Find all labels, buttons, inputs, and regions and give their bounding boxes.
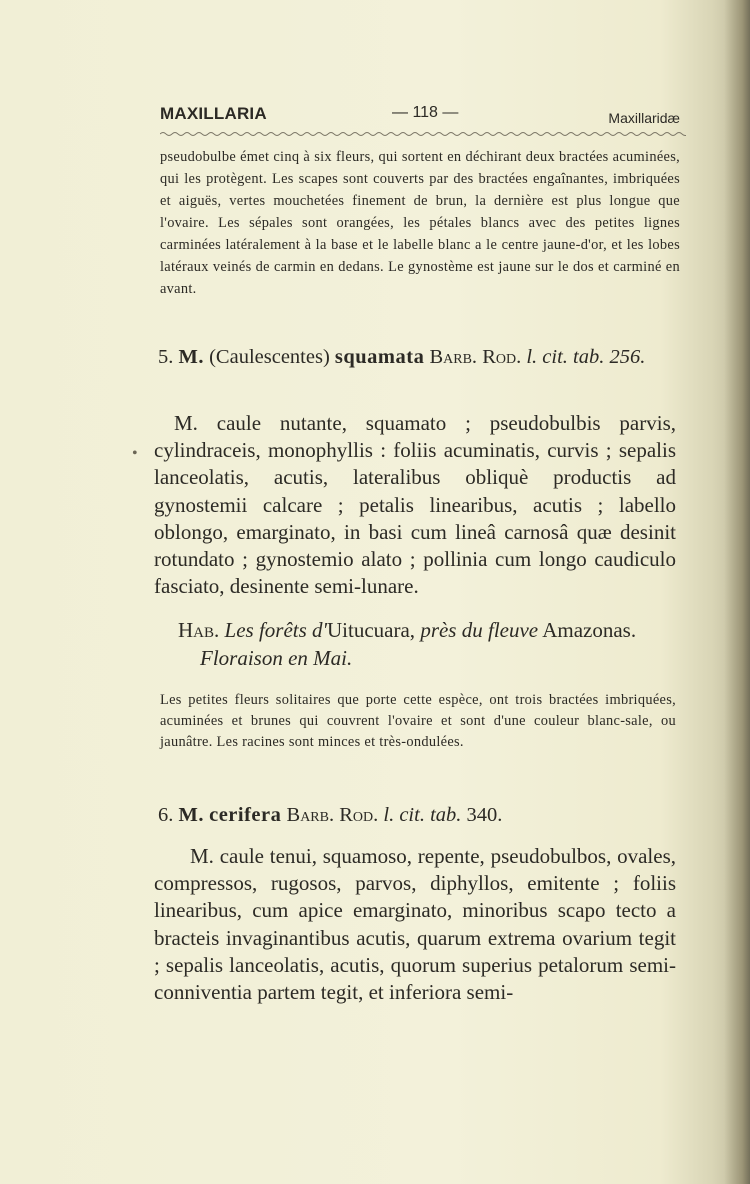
description-paragraph-1: pseudobulbe émet cinq à six fleurs, qui sortent en déchirant deux bractées acuminées, qui les protègent. Les scapes sont couverts par des bractées engaînantes, imbriquées et aiguës, vertes mouchetées finement de brun, la dernière est plus longue que l'ovaire. Les sépales sont orangées, les pétales blancs avec des petites lignes carminées latéralement à la base et le labelle blanc a le centre jaune-d'or, et les lobes latéraux veinés de carmin en dedans. Le gynostème est jaune sur le dos et carminé en avant. — [160, 149, 680, 297]
latin-diagnosis-5: M. caule nutante, squamato ; pseudobulbis parvis, cylindraceis, monophyllis : foliis acuminatis, curvis ; sepalis lanceolatis, acutis, lateralibus obliquè productis ad gynostemii calcare ; petalis linearibus, acutis ; labello oblongo, emarginato, in basi cum lineâ carnosâ quæ desinit rotundato ; gynostemio alato ; pollinia cum longo caudiculo fasciato, desinente semi-lunare. — [154, 411, 676, 599]
habitat-note — [178, 616, 678, 672]
header-wavy-rule — [160, 130, 686, 138]
page-edge-shadow — [724, 0, 750, 1184]
author-rod: Rod. — [482, 346, 522, 368]
plate-number: 340. — [466, 804, 503, 826]
hab-river: Amazonas. — [542, 618, 637, 642]
species-name: squamata — [334, 346, 425, 368]
species-entry-5 — [158, 344, 678, 370]
author-barb: Barb. — [429, 346, 478, 368]
citation-ref: l. cit. tab. 256. — [526, 346, 646, 368]
header-genus: MAXILLARIA — [160, 104, 267, 123]
header-family: Maxillaridæ — [608, 110, 680, 126]
citation-ref: l. cit. tab. — [383, 804, 462, 826]
species-name: cerifera — [209, 804, 282, 826]
genus-abbrev: M. — [178, 804, 204, 826]
hab-label: Hab. — [178, 618, 220, 642]
flowering-note: Floraison en Mai. — [200, 646, 353, 670]
entry-number: 6. — [158, 804, 174, 826]
page-number: — 118 — — [392, 104, 459, 121]
margin-mark: • — [132, 445, 138, 462]
genus-abbrev: M. — [178, 346, 204, 368]
latin-diagnosis-6: M. caule tenui, squamoso, repente, pseudobulbos, ovales, compressos, rugosos, parvos, diphyllos, emitente ; foliis linearibus, cum apice emarginato, minoribus scapo tecto a bracteis invaginantibus acutis, quarum extrema ovarium tegit ; sepalis lanceolatis, acutis, quorum superius petalorum semi-conniventia partem tegit, et inferiora semi- — [154, 844, 676, 1005]
species-entry-6 — [158, 802, 678, 828]
hab-text-1: Les forêts d' — [224, 618, 328, 642]
section-name: (Caulescentes) — [209, 346, 330, 368]
hab-text-2: près du fleuve — [420, 618, 539, 642]
entry-number: 5. — [158, 346, 174, 368]
author-rod: Rod. — [339, 804, 379, 826]
running-header — [160, 104, 680, 130]
author-barb: Barb. — [286, 804, 335, 826]
description-paragraph-2: Les petites fleurs solitaires que porte cette espèce, ont trois bractées imbriquées, acuminées et brunes qui couvrent l'ovaire et sont d'une couleur blanc-sale, ou jaunâtre. Les racines sont minces et très-ondulées. — [160, 692, 676, 750]
hab-place: Uitucuara, — [327, 618, 416, 642]
